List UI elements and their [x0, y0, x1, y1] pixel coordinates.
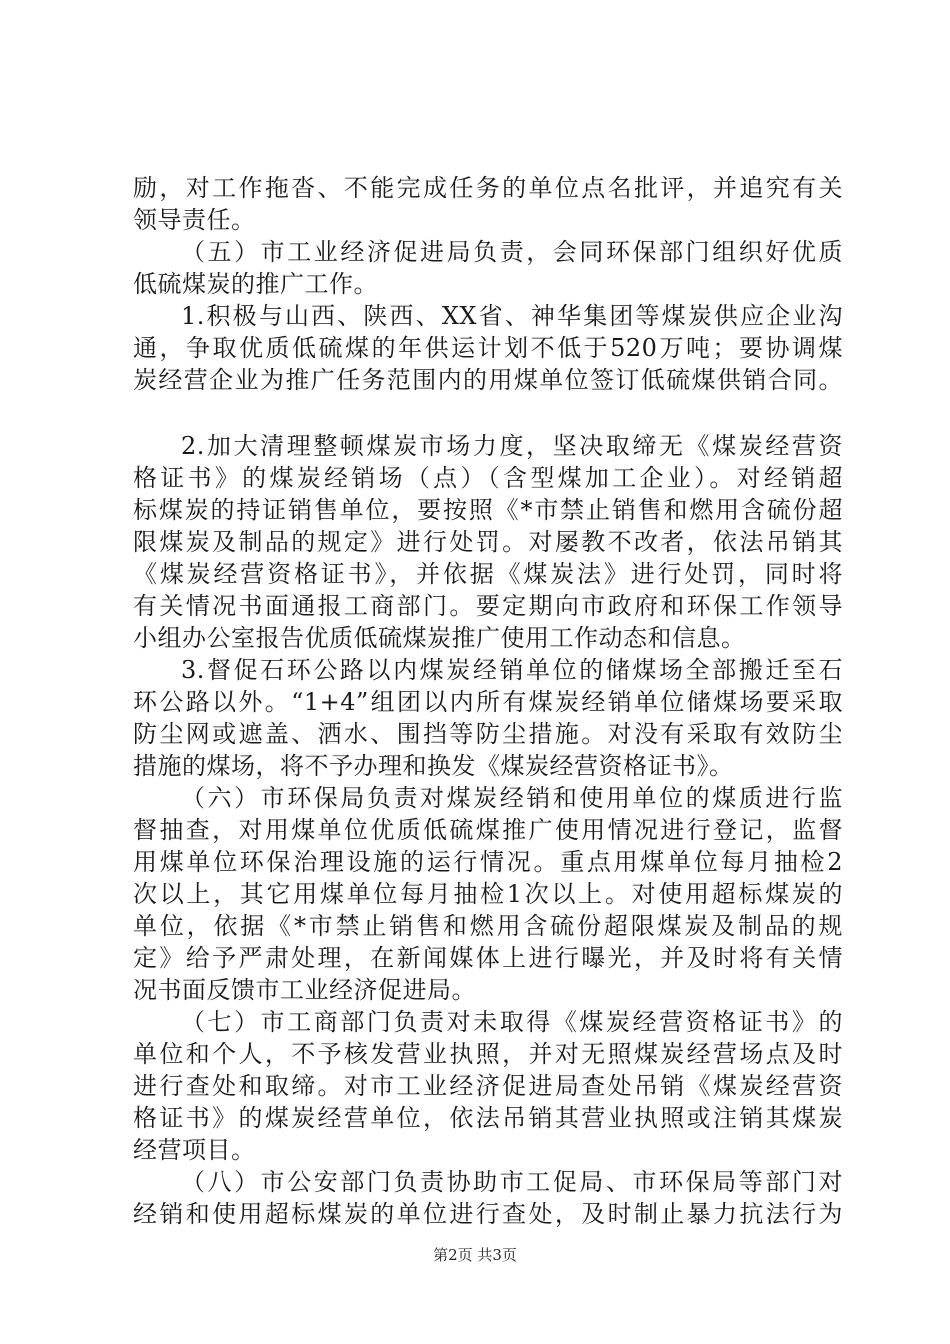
text-line: 环公路以外。“1+4”组团以内所有煤炭经销单位储煤场要采取 [133, 688, 843, 716]
text-line: 经销和使用超标煤炭的单位进行查处，及时制止暴力抗法行为 [133, 1200, 843, 1228]
text-line: 格证书》的煤炭经营单位，依法吊销其营业执照或注销其煤炭 [133, 1104, 843, 1132]
page-number-footer: 第2页 共3页 [433, 1246, 517, 1264]
section-8-heading: （八）市公安部门负责协助市工促局、市环保局等部门对 [181, 1168, 843, 1196]
text-line: 次以上，其它用煤单位每月抽检1次以上。对使用超标煤炭的 [133, 880, 843, 908]
item-1-line: 1.积极与山西、陕西、XX省、神华集团等煤炭供应企业沟 [181, 302, 843, 330]
text-line: 小组办公室报告优质低硫煤炭推广使用工作动态和信息。 [133, 624, 746, 652]
text-line: 督抽查，对用煤单位优质低硫煤推广使用情况进行登记，监督 [133, 816, 843, 844]
text-line: 进行查处和取缔。对市工业经济促进局查处吊销《煤炭经营资 [133, 1072, 843, 1100]
text-line: 措施的煤场，将不予办理和换发《煤炭经营资格证书》。 [133, 752, 734, 780]
section-6-heading: （六）市环保局负责对煤炭经销和使用单位的煤质进行监 [181, 784, 843, 812]
text-line: 领导责任。 [133, 206, 256, 234]
text-line: 《煤炭经营资格证书》，并依据《煤炭法》进行处罚，同时将 [133, 560, 843, 588]
text-line: 限煤炭及制品的规定》进行处罚。对屡教不改者，依法吊销其 [133, 528, 843, 556]
item-2-line: 2.加大清理整顿煤炭市场力度，坚决取缔无《煤炭经营资 [181, 432, 843, 460]
text-line: 经营项目。 [133, 1136, 256, 1164]
text-line: 励，对工作拖沓、不能完成任务的单位点名批评，并追究有关 [133, 174, 843, 202]
item-3-line: 3.督促石环公路以内煤炭经销单位的储煤场全部搬迁至石 [181, 656, 843, 684]
paragraph-gap [133, 396, 843, 430]
text-line: 有关情况书面通报工商部门。要定期向市政府和环保工作领导 [133, 592, 843, 620]
text-line: 用煤单位环保治理设施的运行情况。重点用煤单位每月抽检2 [133, 848, 843, 876]
text-line: 防尘网或遮盖、洒水、围挡等防尘措施。对没有采取有效防尘 [133, 720, 843, 748]
section-5-heading: （五）市工业经济促进局负责，会同环保部门组织好优质 [181, 238, 843, 266]
text-line: 况书面反馈市工业经济促进局。 [133, 976, 476, 1004]
document-body [133, 172, 843, 1230]
section-7-heading: （七）市工商部门负责对未取得《煤炭经营资格证书》的 [181, 1008, 843, 1036]
text-line: 低硫煤炭的推广工作。 [133, 270, 378, 298]
text-line: 通，争取优质低硫煤的年供运计划不低于520万吨；要协调煤 [133, 334, 843, 362]
text-line: 单位，依据《*市禁止销售和燃用含硫份超限煤炭及制品的规 [133, 912, 843, 940]
text-line: 定》给予严肃处理，在新闻媒体上进行曝光，并及时将有关情 [133, 944, 843, 972]
text-line: 炭经营企业为推广任务范围内的用煤单位签订低硫煤供销合同。 [133, 366, 843, 394]
text-line: 标煤炭的持证销售单位，要按照《*市禁止销售和燃用含硫份超 [133, 496, 843, 524]
text-line: 格证书》的煤炭经销场（点）（含型煤加工企业）。对经销超 [133, 464, 843, 492]
text-line: 单位和个人，不予核发营业执照，并对无照煤炭经营场点及时 [133, 1040, 843, 1068]
